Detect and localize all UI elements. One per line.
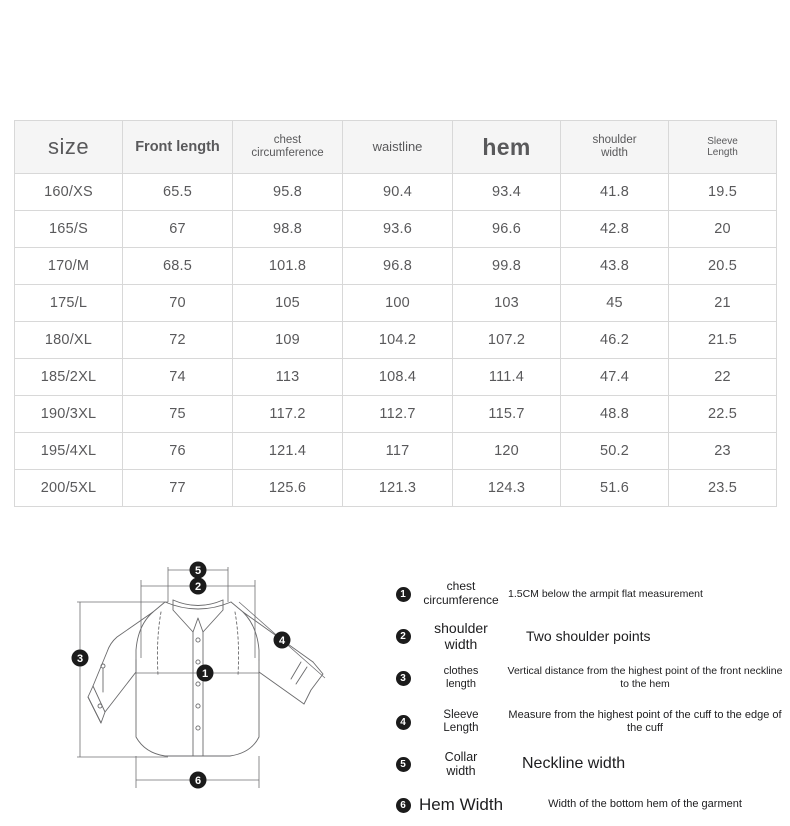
- legend-item-hem-width: [388, 784, 786, 826]
- cell-hem: 120: [453, 433, 561, 470]
- legend-item-chest-circumference: [388, 572, 786, 616]
- cell-sleeve-length: 21: [669, 285, 777, 322]
- cell-shoulder-width: 47.4: [561, 359, 669, 396]
- legend-description-6: Width of the bottom hem of the garment: [548, 798, 742, 811]
- legend-term-1-line2: circumference: [423, 593, 499, 607]
- legend-number-badge-1: 1: [396, 587, 411, 602]
- column-header-sleeve-length: [669, 121, 777, 174]
- cell-sleeve-length: 20: [669, 211, 777, 248]
- diagram-marker-5-label: 5: [194, 565, 202, 577]
- legend-item-sleeve-length: [388, 700, 786, 744]
- legend-item-clothes-length: [388, 656, 786, 700]
- cell-size: 190/3XL: [15, 396, 123, 433]
- shirt-button: [196, 726, 200, 730]
- legend-item-collar-width: [388, 744, 786, 784]
- diagram-marker-1-label: 1: [201, 668, 209, 680]
- cell-waistline: 117: [343, 433, 453, 470]
- cell-front-length: 68.5: [123, 248, 233, 285]
- cell-sleeve-length: 20.5: [669, 248, 777, 285]
- cell-size: 160/XS: [15, 174, 123, 211]
- diagram-markers: [72, 562, 291, 789]
- cell-front-length: 75: [123, 396, 233, 433]
- shirt-collar: [173, 600, 223, 632]
- cell-shoulder-width: 48.8: [561, 396, 669, 433]
- shirt-right-cuff-band-line-2: [291, 662, 301, 679]
- cell-waistline: 104.2: [343, 322, 453, 359]
- legend-badge-1-container: [388, 587, 418, 602]
- table-row: [15, 248, 777, 285]
- legend-badge-2-container: [388, 629, 418, 644]
- cell-chest-circumference: 109: [233, 322, 343, 359]
- legend-term-2-line1: shoulder: [434, 619, 488, 636]
- cell-chest-circumference: 101.8: [233, 248, 343, 285]
- column-header-sleeve-line1: Sleeve: [707, 135, 738, 147]
- cell-front-length: 70: [123, 285, 233, 322]
- cell-sleeve-length: 22: [669, 359, 777, 396]
- cell-size: 165/S: [15, 211, 123, 248]
- legend-term-1: [418, 580, 504, 608]
- legend-number-badge-6: 6: [396, 798, 411, 813]
- table-row: [15, 285, 777, 322]
- cell-chest-circumference: 98.8: [233, 211, 343, 248]
- table-row: [15, 211, 777, 248]
- cell-front-length: 67: [123, 211, 233, 248]
- cell-shoulder-width: 50.2: [561, 433, 669, 470]
- cell-shoulder-width: 46.2: [561, 322, 669, 359]
- cell-hem: 124.3: [453, 470, 561, 507]
- shirt-left-armhole-seam: [157, 612, 161, 675]
- diagram-marker-3: [72, 650, 89, 667]
- cell-size: 170/M: [15, 248, 123, 285]
- table-row: [15, 470, 777, 507]
- cell-sleeve-length: 23: [669, 433, 777, 470]
- diagram-marker-6-label: 6: [194, 775, 202, 787]
- diagram-marker-5: [190, 562, 207, 579]
- column-header-shoulder-width: [561, 121, 669, 174]
- column-header-chest-line1: chest: [273, 133, 302, 146]
- shirt-right-sleeve-bottom: [259, 672, 304, 704]
- cell-hem: 115.7: [453, 396, 561, 433]
- diagram-marker-1: [197, 665, 214, 682]
- cell-chest-circumference: 125.6: [233, 470, 343, 507]
- column-header-size: size: [15, 121, 123, 174]
- table-row: [15, 433, 777, 470]
- legend-number-badge-3: 3: [396, 671, 411, 686]
- shirt-left-sleeve-bottom: [105, 660, 136, 712]
- cell-chest-circumference: 105: [233, 285, 343, 322]
- cell-shoulder-width: 43.8: [561, 248, 669, 285]
- legend-term-6: [418, 795, 504, 815]
- legend-term-1-line1: chest: [446, 579, 476, 594]
- legend-term-4: [418, 709, 504, 735]
- legend-term-5-line1: Collar: [444, 749, 478, 764]
- legend-description-5: Neckline width: [522, 755, 626, 773]
- diagram-marker-2: [190, 578, 207, 595]
- diagram-marker-2-label: 2: [194, 581, 202, 593]
- cell-chest-circumference: 113: [233, 359, 343, 396]
- legend-badge-4-container: [388, 715, 418, 730]
- shirt-right-cuff-band-line: [296, 667, 307, 684]
- legend-description-3: Vertical distance from the highest point of the front neckline to the hem: [507, 665, 783, 690]
- column-header-chest-line2: circumference: [251, 147, 324, 159]
- legend-term-3: [418, 665, 504, 690]
- cell-shoulder-width: 45: [561, 285, 669, 322]
- shirt-left-shoulder-line: [136, 602, 165, 660]
- diagram-marker-3-label: 3: [76, 653, 84, 665]
- legend-term-5-line2: width: [446, 764, 476, 778]
- table-header: [15, 121, 777, 174]
- cell-front-length: 74: [123, 359, 233, 396]
- cell-sleeve-length: 23.5: [669, 470, 777, 507]
- legend-description-1: 1.5CM below the armpit flat measurement: [508, 587, 703, 600]
- shirt-right-armhole-seam: [235, 612, 239, 675]
- legend-term-3-line2: length: [446, 678, 476, 690]
- legend-term-6-line1: Hem Width: [418, 795, 504, 815]
- cell-sleeve-length: 21.5: [669, 322, 777, 359]
- shirt-button: [196, 704, 200, 708]
- shirt-collar-band: [173, 600, 223, 606]
- cell-front-length: 76: [123, 433, 233, 470]
- cell-hem: 99.8: [453, 248, 561, 285]
- cell-sleeve-length: 19.5: [669, 174, 777, 211]
- column-header-waistline: waistline: [343, 121, 453, 174]
- table-row: [15, 396, 777, 433]
- legend-description-2: Two shoulder points: [526, 627, 651, 644]
- legend-term-4-line1: Sleeve: [443, 708, 479, 721]
- cell-waistline: 93.6: [343, 211, 453, 248]
- cell-size: 175/L: [15, 285, 123, 322]
- table-body: [15, 174, 777, 507]
- cell-waistline: 121.3: [343, 470, 453, 507]
- cell-waistline: 90.4: [343, 174, 453, 211]
- diagram-marker-4-label: 4: [278, 635, 286, 647]
- column-header-sleeve-line2: Length: [707, 147, 738, 158]
- cell-hem: 93.4: [453, 174, 561, 211]
- cell-hem: 103: [453, 285, 561, 322]
- legend-term-2-line2: width: [444, 636, 478, 652]
- cell-shoulder-width: 41.8: [561, 174, 669, 211]
- cell-shoulder-width: 42.8: [561, 211, 669, 248]
- legend-term-4-line2: Length: [443, 722, 479, 734]
- cell-front-length: 72: [123, 322, 233, 359]
- cell-shoulder-width: 51.6: [561, 470, 669, 507]
- shirt-measurement-diagram: [55, 540, 365, 795]
- cell-size: 180/XL: [15, 322, 123, 359]
- size-chart-table: [14, 120, 777, 507]
- table-row: [15, 322, 777, 359]
- cell-chest-circumference: 117.2: [233, 396, 343, 433]
- legend-description-4: Measure from the highest point of the cuff to the edge of the cuff: [508, 708, 782, 734]
- cell-waistline: 96.8: [343, 248, 453, 285]
- legend-number-badge-4: 4: [396, 715, 411, 730]
- cell-chest-circumference: 95.8: [233, 174, 343, 211]
- cell-chest-circumference: 121.4: [233, 433, 343, 470]
- legend-badge-3-container: [388, 671, 418, 686]
- column-header-chest-circumference: [233, 121, 343, 174]
- cell-hem: 107.2: [453, 322, 561, 359]
- shirt-button: [196, 660, 200, 664]
- legend-number-badge-5: 5: [396, 757, 411, 772]
- cell-size: 185/2XL: [15, 359, 123, 396]
- cell-hem: 111.4: [453, 359, 561, 396]
- shirt-left-cuff: [88, 686, 105, 723]
- legend-badge-5-container: [388, 757, 418, 772]
- shirt-button: [196, 682, 200, 686]
- cell-sleeve-length: 22.5: [669, 396, 777, 433]
- cell-hem: 96.6: [453, 211, 561, 248]
- legend-number-badge-2: 2: [396, 629, 411, 644]
- legend-term-5: [418, 750, 504, 779]
- column-header-shoulder-line1: shoulder: [592, 133, 637, 146]
- cell-waistline: 100: [343, 285, 453, 322]
- table-row: [15, 359, 777, 396]
- legend-term-2: [418, 620, 504, 652]
- column-header-front-length: Front length: [123, 121, 233, 174]
- cell-waistline: 108.4: [343, 359, 453, 396]
- diagram-marker-4: [274, 632, 291, 649]
- shirt-left-cuff-button-2: [98, 704, 102, 708]
- cell-size: 195/4XL: [15, 433, 123, 470]
- cell-front-length: 65.5: [123, 174, 233, 211]
- cell-front-length: 77: [123, 470, 233, 507]
- legend-term-3-line1: clothes: [443, 665, 479, 678]
- size-chart-table-container: [14, 120, 776, 507]
- table-row: [15, 174, 777, 211]
- diagram-marker-6: [190, 772, 207, 789]
- legend-item-shoulder-width: [388, 616, 786, 656]
- shirt-button: [196, 638, 200, 642]
- column-header-hem: hem: [453, 121, 561, 174]
- measurement-legend: [388, 572, 786, 826]
- column-header-shoulder-line2: width: [601, 147, 628, 159]
- cell-size: 200/5XL: [15, 470, 123, 507]
- table-header-row: [15, 121, 777, 174]
- cell-waistline: 112.7: [343, 396, 453, 433]
